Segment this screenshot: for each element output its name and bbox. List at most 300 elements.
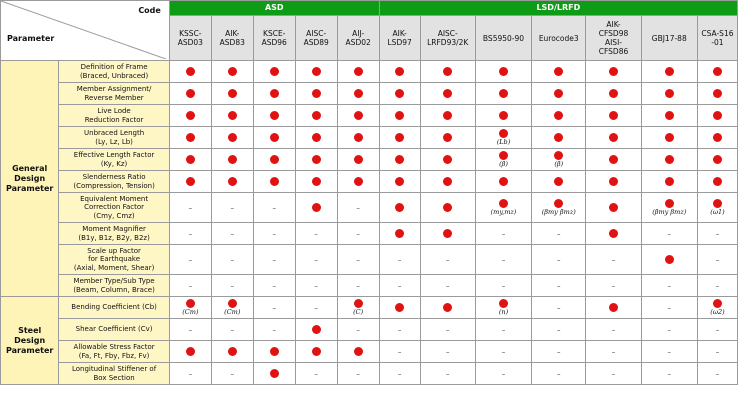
parameter-name-line: (B1y, B1z, B2y, B2z) <box>78 233 150 242</box>
parameter-name-line: Box Section <box>93 373 135 382</box>
category-label-line: Steel <box>18 325 42 335</box>
parameter-name-line: (Ly, Lz, Lb) <box>95 137 133 146</box>
parameter-name-cell <box>59 245 170 275</box>
table-row <box>1 193 738 223</box>
red-dot-marker <box>270 133 279 142</box>
not-applicable-dash: – <box>501 369 506 378</box>
parameter-name-cell <box>59 127 170 149</box>
red-dot-marker <box>713 199 722 208</box>
value-cell <box>211 171 253 193</box>
not-applicable-dash: – <box>314 369 318 378</box>
table-row <box>1 363 738 385</box>
value-cell <box>475 319 531 341</box>
value-cell <box>475 83 531 105</box>
table-row <box>1 61 738 83</box>
value-cell <box>169 127 211 149</box>
red-dot-marker <box>354 177 363 186</box>
red-dot-marker <box>270 111 279 120</box>
value-cell <box>211 105 253 127</box>
value-cell <box>586 363 641 385</box>
value-cell <box>169 363 211 385</box>
value-note: (β) <box>499 160 508 168</box>
value-cell <box>337 245 379 275</box>
red-dot-marker <box>312 133 321 142</box>
parameter-name-line: (Fa, Ft, Fby, Fbz, Fv) <box>78 351 150 360</box>
value-cell <box>379 61 420 83</box>
code-label-line: CFSD98 <box>598 29 629 38</box>
value-cell <box>475 105 531 127</box>
value-note: (βmy βmz) <box>541 208 576 216</box>
red-dot-marker <box>443 133 452 142</box>
not-applicable-dash: – <box>356 255 360 264</box>
parameter-header-label: Parameter <box>7 34 55 43</box>
value-cell <box>586 245 641 275</box>
value-cell <box>295 171 337 193</box>
not-applicable-dash: – <box>188 255 193 264</box>
code-header-cell <box>697 16 737 61</box>
value-cell <box>295 297 337 319</box>
value-cell <box>337 83 379 105</box>
parameter-name-line: Reduction Factor <box>84 115 144 124</box>
code-label-line: GBJ17-88 <box>651 33 687 43</box>
not-applicable-dash: – <box>188 325 193 334</box>
parameter-name-line: (Beam, Column, Brace) <box>73 285 155 294</box>
red-dot-marker <box>312 111 321 120</box>
value-cell <box>532 363 586 385</box>
value-cell <box>420 297 475 319</box>
value-cell <box>420 223 475 245</box>
code-header-cell <box>641 16 697 61</box>
red-dot-marker <box>312 177 321 186</box>
parameter-name-line: (Ky, Kz) <box>100 159 128 168</box>
red-dot-marker <box>228 133 237 142</box>
red-dot-marker <box>713 155 722 164</box>
not-applicable-dash: – <box>667 325 671 334</box>
value-cell <box>295 61 337 83</box>
group-header-lsd-lrfd: LSD/LRFD <box>379 1 737 16</box>
category-label-line: Design <box>14 335 46 345</box>
value-cell <box>641 171 697 193</box>
value-cell <box>697 127 737 149</box>
code-label-line: CFSD86 <box>598 47 629 56</box>
red-dot-marker <box>443 111 452 120</box>
value-cell <box>586 319 641 341</box>
not-applicable-dash: – <box>272 255 276 264</box>
parameter-name-line: (Cmy, Cmz) <box>93 211 135 220</box>
red-dot-marker <box>395 229 404 238</box>
value-cell <box>475 193 531 223</box>
value-cell <box>295 319 337 341</box>
not-applicable-dash: – <box>715 347 720 356</box>
value-cell <box>253 193 295 223</box>
red-dot-marker <box>312 89 321 98</box>
not-applicable-dash: – <box>230 255 235 264</box>
value-cell <box>253 83 295 105</box>
red-dot-marker <box>609 155 618 164</box>
not-applicable-dash: – <box>556 281 561 290</box>
table-row <box>1 319 738 341</box>
value-cell <box>475 149 531 171</box>
red-dot-marker <box>228 67 237 76</box>
parameter-name-line: Moment Magnifier <box>82 225 146 233</box>
value-cell <box>295 83 337 105</box>
not-applicable-dash: – <box>356 325 360 334</box>
value-cell <box>641 245 697 275</box>
value-cell <box>169 149 211 171</box>
red-dot-marker <box>443 89 452 98</box>
value-cell <box>420 341 475 363</box>
value-cell <box>295 149 337 171</box>
red-dot-marker <box>354 89 363 98</box>
table-row <box>1 223 738 245</box>
value-cell <box>211 319 253 341</box>
value-cell <box>337 297 379 319</box>
red-dot-marker <box>665 133 674 142</box>
value-cell <box>295 245 337 275</box>
value-cell <box>420 275 475 297</box>
category-label-cell <box>1 61 59 297</box>
value-note: (Cm) <box>224 308 241 316</box>
value-cell <box>169 275 211 297</box>
value-cell <box>420 61 475 83</box>
code-label-line: AISI- <box>604 38 622 47</box>
value-cell <box>169 341 211 363</box>
value-cell <box>379 319 420 341</box>
red-dot-marker <box>499 299 508 308</box>
value-cell <box>379 127 420 149</box>
value-cell <box>586 61 641 83</box>
not-applicable-dash: – <box>715 281 720 290</box>
red-dot-marker <box>554 67 563 76</box>
red-dot-marker <box>499 111 508 120</box>
not-applicable-dash: – <box>397 325 402 334</box>
parameter-name-line: Equivalent Moment <box>80 194 149 203</box>
red-dot-marker <box>312 67 321 76</box>
value-cell <box>697 61 737 83</box>
value-cell <box>379 363 420 385</box>
value-cell <box>253 223 295 245</box>
value-cell <box>169 297 211 319</box>
red-dot-marker <box>609 133 618 142</box>
not-applicable-dash: – <box>230 325 235 334</box>
value-cell <box>532 275 586 297</box>
red-dot-marker <box>354 67 363 76</box>
value-cell <box>295 193 337 223</box>
value-cell <box>532 149 586 171</box>
value-cell <box>253 245 295 275</box>
value-note: (n) <box>498 308 509 316</box>
code-header-cell <box>532 16 586 61</box>
red-dot-marker <box>270 89 279 98</box>
red-dot-marker <box>499 199 508 208</box>
value-cell <box>253 341 295 363</box>
value-cell <box>337 61 379 83</box>
red-dot-marker <box>228 111 237 120</box>
value-cell <box>253 127 295 149</box>
parameter-name-cell <box>59 105 170 127</box>
not-applicable-dash: – <box>611 255 616 264</box>
red-dot-marker <box>665 177 674 186</box>
red-dot-marker <box>665 89 674 98</box>
red-dot-marker <box>665 155 674 164</box>
value-cell <box>379 193 420 223</box>
value-cell <box>337 171 379 193</box>
table-row <box>1 245 738 275</box>
value-cell <box>532 297 586 319</box>
parameter-name-cell <box>59 275 170 297</box>
not-applicable-dash: – <box>356 229 360 238</box>
not-applicable-dash: – <box>230 281 235 290</box>
red-dot-marker <box>395 89 404 98</box>
value-cell <box>475 223 531 245</box>
parameter-name-line: for Earthquake <box>88 255 141 264</box>
value-cell <box>641 127 697 149</box>
value-cell <box>697 149 737 171</box>
red-dot-marker <box>499 151 508 160</box>
red-dot-marker <box>186 299 195 308</box>
value-cell <box>253 319 295 341</box>
category-label-line: Design <box>14 173 46 183</box>
category-label-line: Parameter <box>5 345 54 355</box>
red-dot-marker <box>354 133 363 142</box>
not-applicable-dash: – <box>314 281 318 290</box>
value-cell <box>211 223 253 245</box>
parameter-name-line: (Axial, Moment, Shear) <box>73 263 155 272</box>
value-cell <box>337 341 379 363</box>
red-dot-marker <box>554 89 563 98</box>
value-cell <box>475 363 531 385</box>
red-dot-marker <box>395 203 404 212</box>
red-dot-marker <box>228 177 237 186</box>
value-cell <box>379 83 420 105</box>
code-label-line: BS5950-90 <box>482 33 525 43</box>
value-cell <box>532 105 586 127</box>
parameter-name-line: Definition of Frame <box>80 63 148 71</box>
red-dot-marker <box>186 347 195 356</box>
code-label-line: -01 <box>711 38 724 47</box>
red-dot-marker <box>354 155 363 164</box>
not-applicable-dash: – <box>667 303 671 312</box>
not-applicable-dash: – <box>611 325 616 334</box>
code-label-line: ASD89 <box>303 38 329 47</box>
table-row <box>1 83 738 105</box>
not-applicable-dash: – <box>556 229 561 238</box>
value-cell <box>586 83 641 105</box>
code-header-cell <box>475 16 531 61</box>
red-dot-marker <box>713 133 722 142</box>
red-dot-marker <box>443 155 452 164</box>
not-applicable-dash: – <box>230 229 235 238</box>
red-dot-marker <box>395 177 404 186</box>
not-applicable-dash: – <box>556 325 561 334</box>
value-cell <box>211 297 253 319</box>
value-cell <box>379 223 420 245</box>
red-dot-marker <box>312 325 321 334</box>
value-cell <box>379 275 420 297</box>
red-dot-marker <box>499 177 508 186</box>
value-cell <box>586 127 641 149</box>
value-cell <box>295 275 337 297</box>
value-cell <box>420 363 475 385</box>
red-dot-marker <box>186 111 195 120</box>
parameter-name-line: Unbraced Length <box>84 129 145 137</box>
red-dot-marker <box>354 299 363 308</box>
red-dot-marker <box>443 67 452 76</box>
not-applicable-dash: – <box>556 369 561 378</box>
value-cell <box>295 363 337 385</box>
parameter-name-line: Correction Factor <box>84 203 145 212</box>
parameter-name-cell <box>59 297 170 319</box>
not-applicable-dash: – <box>188 229 193 238</box>
code-header-cell <box>211 16 253 61</box>
table-row <box>1 341 738 363</box>
value-cell <box>586 171 641 193</box>
not-applicable-dash: – <box>715 255 720 264</box>
not-applicable-dash: – <box>611 281 616 290</box>
red-dot-marker <box>228 299 237 308</box>
value-cell <box>697 275 737 297</box>
value-cell <box>211 245 253 275</box>
value-cell <box>532 341 586 363</box>
code-label-line: LRFD93/2K <box>427 38 469 47</box>
value-cell <box>532 127 586 149</box>
value-cell <box>420 171 475 193</box>
value-cell <box>420 193 475 223</box>
value-cell <box>337 105 379 127</box>
not-applicable-dash: – <box>272 303 276 312</box>
not-applicable-dash: – <box>314 255 318 264</box>
value-cell <box>169 171 211 193</box>
parameter-name-cell <box>59 223 170 245</box>
value-note: (β) <box>554 160 564 168</box>
value-cell <box>586 193 641 223</box>
parameter-name-cell <box>59 341 170 363</box>
category-label-line: General <box>12 163 48 173</box>
not-applicable-dash: – <box>445 347 450 356</box>
value-note: (ω1) <box>710 208 725 216</box>
red-dot-marker <box>395 155 404 164</box>
value-cell <box>211 83 253 105</box>
value-cell <box>532 83 586 105</box>
value-cell <box>169 245 211 275</box>
value-cell <box>586 149 641 171</box>
code-label-line: AIK- <box>225 29 240 38</box>
parameter-name-line: (Braced, Unbraced) <box>79 71 149 80</box>
value-cell <box>475 127 531 149</box>
value-cell <box>295 223 337 245</box>
parameter-name-line: Longitudinal Stiffener of <box>71 365 157 373</box>
parameter-name-line: Scale up Factor <box>87 246 141 255</box>
not-applicable-dash: – <box>611 369 616 378</box>
not-applicable-dash: – <box>501 281 506 290</box>
value-cell <box>379 149 420 171</box>
parameter-name-line: Shear Coefficient (Cv) <box>75 325 153 334</box>
red-dot-marker <box>228 89 237 98</box>
code-label-line: Eurocode3 <box>538 33 579 43</box>
not-applicable-dash: – <box>501 325 506 334</box>
red-dot-marker <box>186 177 195 186</box>
not-applicable-dash: – <box>397 347 402 356</box>
value-cell <box>420 83 475 105</box>
value-cell <box>379 171 420 193</box>
value-cell <box>697 105 737 127</box>
value-cell <box>475 171 531 193</box>
red-dot-marker <box>609 203 618 212</box>
red-dot-marker <box>228 155 237 164</box>
value-cell <box>253 297 295 319</box>
value-cell <box>253 149 295 171</box>
value-cell <box>586 297 641 319</box>
red-dot-marker <box>609 67 618 76</box>
not-applicable-dash: – <box>397 281 402 290</box>
value-cell <box>211 363 253 385</box>
value-cell <box>532 171 586 193</box>
value-cell <box>641 223 697 245</box>
value-cell <box>586 341 641 363</box>
code-label-line: CSA-S16 <box>701 29 734 38</box>
code-label-line: KSSC- <box>179 29 202 38</box>
value-cell <box>253 363 295 385</box>
table-row <box>1 105 738 127</box>
parameter-name-line: (Compression, Tension) <box>73 181 155 190</box>
code-label-line: ASD03 <box>177 38 203 47</box>
red-dot-marker <box>186 67 195 76</box>
value-cell <box>169 61 211 83</box>
red-dot-marker <box>186 89 195 98</box>
red-dot-marker <box>665 111 674 120</box>
red-dot-marker <box>395 303 404 312</box>
red-dot-marker <box>270 155 279 164</box>
value-cell <box>475 297 531 319</box>
code-label-line: AISC- <box>437 29 458 38</box>
not-applicable-dash: – <box>556 303 561 312</box>
value-cell <box>532 223 586 245</box>
not-applicable-dash: – <box>501 255 506 264</box>
parameter-name-cell <box>59 149 170 171</box>
value-cell <box>475 245 531 275</box>
red-dot-marker <box>609 89 618 98</box>
code-label-line: AIJ- <box>352 29 365 38</box>
value-cell <box>211 275 253 297</box>
red-dot-marker <box>609 229 618 238</box>
red-dot-marker <box>395 133 404 142</box>
value-cell <box>337 193 379 223</box>
not-applicable-dash: – <box>667 347 671 356</box>
value-cell <box>337 127 379 149</box>
value-note: (Lb) <box>496 138 511 146</box>
value-cell <box>532 61 586 83</box>
red-dot-marker <box>665 67 674 76</box>
not-applicable-dash: – <box>397 369 402 378</box>
value-cell <box>211 193 253 223</box>
parameter-name-line: Effective Length Factor <box>73 151 155 159</box>
code-header-cell <box>253 16 295 61</box>
parameter-name-line: Reverse Member <box>84 93 144 102</box>
value-cell <box>475 61 531 83</box>
group-header-asd: ASD <box>169 1 379 16</box>
value-cell <box>697 245 737 275</box>
value-cell <box>641 319 697 341</box>
value-cell <box>420 149 475 171</box>
red-dot-marker <box>354 111 363 120</box>
red-dot-marker <box>186 155 195 164</box>
parameter-name-line: Bending Coefficient (Cb) <box>71 303 157 312</box>
not-applicable-dash: – <box>272 203 276 212</box>
code-header-label: Code <box>138 6 161 15</box>
value-cell <box>420 105 475 127</box>
value-cell <box>641 363 697 385</box>
code-label-line: ASD96 <box>261 38 287 47</box>
